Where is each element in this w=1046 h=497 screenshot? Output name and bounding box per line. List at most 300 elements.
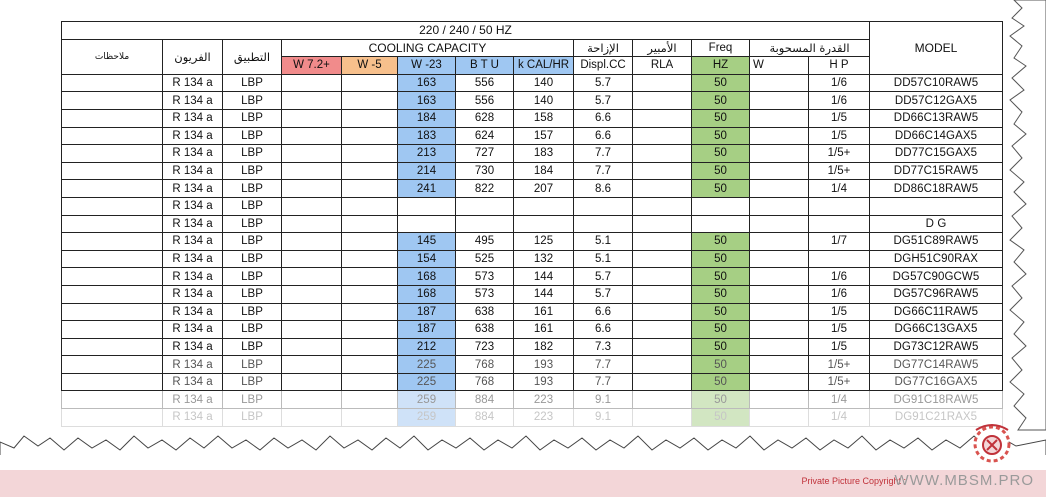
w5-cell <box>342 180 398 198</box>
hz-subheader: HZ <box>692 57 750 75</box>
displacement-cell: 5.1 <box>574 250 633 268</box>
refrigerant-cell: R 134 a <box>163 162 223 180</box>
w23-cell: 183 <box>398 127 456 145</box>
displacement-cell: 6.6 <box>574 127 633 145</box>
notes-cell <box>62 250 163 268</box>
table-row <box>62 233 1003 251</box>
table-row <box>62 321 1003 339</box>
btu-cell: 556 <box>456 74 514 92</box>
model-cell: DD77C15RAW5 <box>870 162 1003 180</box>
w23-cell: 168 <box>398 285 456 303</box>
btu-cell: 556 <box>456 92 514 110</box>
notes-cell <box>62 74 163 92</box>
model-cell: DD66C13RAW5 <box>870 109 1003 127</box>
displacement-cell: 6.6 <box>574 109 633 127</box>
hp-cell <box>809 215 870 233</box>
refrigerant-cell: R 134 a <box>163 373 223 391</box>
hp-cell: 1/5+ <box>809 373 870 391</box>
power-w-cell <box>750 109 809 127</box>
model-header: MODEL <box>870 22 1003 75</box>
w5-subheader: W -5 <box>342 57 398 75</box>
btu-cell: 638 <box>456 303 514 321</box>
power-w-cell <box>750 145 809 163</box>
displacement-cell: 9.1 <box>574 391 633 409</box>
refrigerant-cell: R 134 a <box>163 109 223 127</box>
power-w-cell <box>750 373 809 391</box>
w5-cell <box>342 391 398 409</box>
hp-cell: 1/4 <box>809 180 870 198</box>
hz-cell: 50 <box>692 74 750 92</box>
hz-cell: 50 <box>692 250 750 268</box>
w72-cell <box>282 109 342 127</box>
w23-cell: 187 <box>398 321 456 339</box>
power-w-cell <box>750 127 809 145</box>
power-w-cell <box>750 338 809 356</box>
kcal-cell: 125 <box>514 233 574 251</box>
application-cell: LBP <box>223 233 282 251</box>
w72-cell <box>282 268 342 286</box>
application-cell: LBP <box>223 409 282 427</box>
hp-cell: 1/5 <box>809 127 870 145</box>
w5-cell <box>342 338 398 356</box>
notes-cell <box>62 197 163 215</box>
table-row <box>62 285 1003 303</box>
application-cell: LBP <box>223 180 282 198</box>
refrigerant-header: الفريون <box>163 39 223 74</box>
power-w-cell <box>750 303 809 321</box>
displacement-header: الإزاحة <box>574 39 633 57</box>
kcal-cell: 161 <box>514 303 574 321</box>
notes-header: ملاحظات <box>62 39 163 74</box>
w23-cell: 163 <box>398 92 456 110</box>
w72-cell <box>282 356 342 374</box>
displacement-cell: 7.7 <box>574 373 633 391</box>
rla-cell <box>633 285 692 303</box>
hz-cell: 50 <box>692 109 750 127</box>
w5-cell <box>342 127 398 145</box>
table-row <box>62 303 1003 321</box>
w72-cell <box>282 321 342 339</box>
hz-cell: 50 <box>692 127 750 145</box>
power-w-cell <box>750 215 809 233</box>
w23-cell: 184 <box>398 109 456 127</box>
power-w-cell <box>750 92 809 110</box>
w5-cell <box>342 321 398 339</box>
w23-cell: 225 <box>398 356 456 374</box>
refrigerant-cell: R 134 a <box>163 145 223 163</box>
hp-subheader: H P <box>809 57 870 75</box>
rla-subheader: RLA <box>633 57 692 75</box>
rla-cell <box>633 338 692 356</box>
power-w-cell <box>750 162 809 180</box>
w23-cell: 145 <box>398 233 456 251</box>
rla-cell <box>633 321 692 339</box>
refrigerant-cell: R 134 a <box>163 197 223 215</box>
btu-cell: 525 <box>456 250 514 268</box>
w72-subheader: W 7.2+ <box>282 57 342 75</box>
w72-cell <box>282 92 342 110</box>
power-w-cell <box>750 180 809 198</box>
cooling-capacity-header: COOLING CAPACITY <box>282 39 574 57</box>
power-w-cell <box>750 74 809 92</box>
notes-cell <box>62 92 163 110</box>
hp-cell: 1/7 <box>809 233 870 251</box>
refrigerant-cell: R 134 a <box>163 338 223 356</box>
w5-cell <box>342 233 398 251</box>
hz-cell: 50 <box>692 92 750 110</box>
model-cell: DG73C12RAW5 <box>870 338 1003 356</box>
w72-cell <box>282 180 342 198</box>
notes-cell <box>62 180 163 198</box>
refrigerant-cell: R 134 a <box>163 180 223 198</box>
rla-cell <box>633 92 692 110</box>
mbsm-logo-icon <box>968 418 1016 466</box>
w23-cell: 259 <box>398 391 456 409</box>
hz-cell: 50 <box>692 321 750 339</box>
btu-subheader: B T U <box>456 57 514 75</box>
hz-cell: 50 <box>692 145 750 163</box>
table-row <box>62 162 1003 180</box>
kcal-cell: 207 <box>514 180 574 198</box>
hz-cell: 50 <box>692 373 750 391</box>
copyright-text: Private Picture Copyright : <box>801 476 906 486</box>
w5-cell <box>342 197 398 215</box>
hz-cell <box>692 215 750 233</box>
btu-cell: 822 <box>456 180 514 198</box>
w72-cell <box>282 303 342 321</box>
application-cell: LBP <box>223 74 282 92</box>
table-row <box>62 92 1003 110</box>
table-row <box>62 356 1003 374</box>
rla-cell <box>633 250 692 268</box>
model-cell: DG66C13GAX5 <box>870 321 1003 339</box>
notes-cell <box>62 268 163 286</box>
hz-cell: 50 <box>692 338 750 356</box>
w72-cell <box>282 215 342 233</box>
rla-cell <box>633 145 692 163</box>
model-cell: DG51C89RAW5 <box>870 233 1003 251</box>
model-cell: DG91C18RAW5 <box>870 391 1003 409</box>
btu-cell: 573 <box>456 268 514 286</box>
w5-cell <box>342 92 398 110</box>
kcal-cell: 140 <box>514 92 574 110</box>
model-cell: DG77C16GAX5 <box>870 373 1003 391</box>
btu-cell: 723 <box>456 338 514 356</box>
kcal-cell: 158 <box>514 109 574 127</box>
hp-cell: 1/5 <box>809 338 870 356</box>
hp-cell: 1/5+ <box>809 145 870 163</box>
notes-cell <box>62 215 163 233</box>
application-cell: LBP <box>223 268 282 286</box>
refrigerant-cell: R 134 a <box>163 92 223 110</box>
w5-cell <box>342 215 398 233</box>
displacement-cell: 5.7 <box>574 268 633 286</box>
application-cell: LBP <box>223 303 282 321</box>
table-row <box>62 215 1003 233</box>
model-cell: DD57C10RAW5 <box>870 74 1003 92</box>
w72-cell <box>282 250 342 268</box>
rla-cell <box>633 391 692 409</box>
refrigerant-cell: R 134 a <box>163 127 223 145</box>
refrigerant-cell: R 134 a <box>163 268 223 286</box>
hp-cell: 1/6 <box>809 285 870 303</box>
model-cell <box>870 197 1003 215</box>
displacement-cell <box>574 197 633 215</box>
table-row <box>62 180 1003 198</box>
amperage-header: الأمبير <box>633 39 692 57</box>
w72-cell <box>282 74 342 92</box>
displacement-cell: 6.6 <box>574 303 633 321</box>
displacement-cell: 8.6 <box>574 180 633 198</box>
w72-cell <box>282 162 342 180</box>
notes-cell <box>62 233 163 251</box>
notes-cell <box>62 145 163 163</box>
displacement-cell: 7.3 <box>574 338 633 356</box>
kcal-cell: 183 <box>514 145 574 163</box>
application-cell: LBP <box>223 356 282 374</box>
btu-cell: 495 <box>456 233 514 251</box>
hz-cell: 50 <box>692 285 750 303</box>
rla-cell <box>633 197 692 215</box>
kcal-cell: 161 <box>514 321 574 339</box>
refrigerant-cell: R 134 a <box>163 391 223 409</box>
hp-cell: 1/6 <box>809 92 870 110</box>
application-cell: LBP <box>223 285 282 303</box>
refrigerant-cell: R 134 a <box>163 250 223 268</box>
hz-cell <box>692 197 750 215</box>
w72-cell <box>282 197 342 215</box>
displacement-cell: 5.1 <box>574 233 633 251</box>
rla-cell <box>633 127 692 145</box>
displacement-cell: 5.7 <box>574 74 633 92</box>
rla-cell <box>633 268 692 286</box>
notes-cell <box>62 127 163 145</box>
w23-cell: 241 <box>398 180 456 198</box>
table-row <box>62 145 1003 163</box>
hp-cell <box>809 197 870 215</box>
rla-cell <box>633 233 692 251</box>
model-cell: DGH51C90RAX <box>870 250 1003 268</box>
btu-cell: 727 <box>456 145 514 163</box>
hp-cell: 1/5 <box>809 303 870 321</box>
model-cell: D G <box>870 215 1003 233</box>
w-subheader: W <box>750 57 809 75</box>
table-row <box>62 338 1003 356</box>
hp-cell: 1/6 <box>809 268 870 286</box>
kcal-cell: 184 <box>514 162 574 180</box>
hz-cell: 50 <box>692 268 750 286</box>
w72-cell <box>282 391 342 409</box>
kcal-cell: 140 <box>514 74 574 92</box>
hz-cell: 50 <box>692 180 750 198</box>
power-w-cell <box>750 356 809 374</box>
w23-cell: 187 <box>398 303 456 321</box>
notes-cell <box>62 303 163 321</box>
application-cell: LBP <box>223 373 282 391</box>
refrigerant-cell: R 134 a <box>163 74 223 92</box>
btu-cell: 624 <box>456 127 514 145</box>
w5-cell <box>342 268 398 286</box>
w23-cell: 225 <box>398 373 456 391</box>
table-row <box>62 127 1003 145</box>
power-w-cell <box>750 250 809 268</box>
displacement-cell <box>574 215 633 233</box>
model-cell: DG77C14RAW5 <box>870 356 1003 374</box>
displacement-cell: 5.7 <box>574 285 633 303</box>
btu-cell: 730 <box>456 162 514 180</box>
w72-cell <box>282 127 342 145</box>
w23-cell: 163 <box>398 74 456 92</box>
notes-cell <box>62 109 163 127</box>
model-cell: DD77C15GAX5 <box>870 145 1003 163</box>
displacement-cell: 9.1 <box>574 409 633 427</box>
notes-cell <box>62 321 163 339</box>
application-cell: LBP <box>223 162 282 180</box>
w5-cell <box>342 145 398 163</box>
refrigerant-cell: R 134 a <box>163 356 223 374</box>
btu-cell: 768 <box>456 373 514 391</box>
displacement-cell: 7.7 <box>574 162 633 180</box>
hp-cell: 1/5+ <box>809 356 870 374</box>
hz-cell: 50 <box>692 409 750 427</box>
rla-cell <box>633 74 692 92</box>
kcal-cell: 157 <box>514 127 574 145</box>
table-row <box>62 391 1003 409</box>
model-cell: DG66C11RAW5 <box>870 303 1003 321</box>
table-row <box>62 250 1003 268</box>
site-url: WWW.MBSM.PRO <box>894 472 1034 489</box>
power-header: القدرة المسحوبة <box>750 39 870 57</box>
application-cell: LBP <box>223 338 282 356</box>
w72-cell <box>282 338 342 356</box>
w5-cell <box>342 162 398 180</box>
w5-cell <box>342 356 398 374</box>
refrigerant-cell: R 134 a <box>163 233 223 251</box>
notes-cell <box>62 356 163 374</box>
notes-cell <box>62 162 163 180</box>
hp-cell: 1/6 <box>809 74 870 92</box>
w23-cell: 154 <box>398 250 456 268</box>
rla-cell <box>633 162 692 180</box>
w23-cell <box>398 215 456 233</box>
table-row <box>62 373 1003 391</box>
kcal-cell: 182 <box>514 338 574 356</box>
kcal-cell: 144 <box>514 285 574 303</box>
model-cell: DG91C21RAX5 <box>870 409 1003 427</box>
hp-cell: 1/4 <box>809 409 870 427</box>
hp-cell: 1/5 <box>809 321 870 339</box>
w72-cell <box>282 373 342 391</box>
hp-cell: 1/4 <box>809 391 870 409</box>
application-cell: LBP <box>223 215 282 233</box>
rla-cell <box>633 356 692 374</box>
rla-cell <box>633 373 692 391</box>
hz-cell: 50 <box>692 162 750 180</box>
rla-cell <box>633 303 692 321</box>
hp-cell: 1/5 <box>809 109 870 127</box>
w5-cell <box>342 74 398 92</box>
kcal-cell: 223 <box>514 409 574 427</box>
application-header: التطبيق <box>223 39 282 74</box>
kcal-cell: 193 <box>514 373 574 391</box>
w72-cell <box>282 145 342 163</box>
w72-cell <box>282 233 342 251</box>
w23-cell: 259 <box>398 409 456 427</box>
kcal-cell: 223 <box>514 391 574 409</box>
rla-cell <box>633 180 692 198</box>
w5-cell <box>342 250 398 268</box>
w5-cell <box>342 285 398 303</box>
displacement-subheader: Displ.CC <box>574 57 633 75</box>
hz-cell: 50 <box>692 233 750 251</box>
torn-edge-bottom <box>0 420 1046 455</box>
btu-cell: 573 <box>456 285 514 303</box>
model-cell: DG57C90GCW5 <box>870 268 1003 286</box>
power-w-cell <box>750 197 809 215</box>
btu-cell <box>456 197 514 215</box>
model-cell: DD57C12GAX5 <box>870 92 1003 110</box>
voltage-header: 220 / 240 / 50 HZ <box>62 22 870 40</box>
w23-cell: 212 <box>398 338 456 356</box>
displacement-cell: 7.7 <box>574 356 633 374</box>
w23-cell: 214 <box>398 162 456 180</box>
btu-cell: 628 <box>456 109 514 127</box>
application-cell: LBP <box>223 391 282 409</box>
refrigerant-cell: R 134 a <box>163 303 223 321</box>
application-cell: LBP <box>223 321 282 339</box>
w23-subheader: W -23 <box>398 57 456 75</box>
kcal-cell: 132 <box>514 250 574 268</box>
w72-cell <box>282 285 342 303</box>
application-cell: LBP <box>223 92 282 110</box>
btu-cell: 768 <box>456 356 514 374</box>
footer-bar <box>0 470 1046 497</box>
model-cell: DD86C18RAW5 <box>870 180 1003 198</box>
refrigerant-cell: R 134 a <box>163 285 223 303</box>
table-row <box>62 268 1003 286</box>
table-row <box>62 197 1003 215</box>
application-cell: LBP <box>223 127 282 145</box>
rla-cell <box>633 109 692 127</box>
table-row <box>62 109 1003 127</box>
application-cell: LBP <box>223 109 282 127</box>
displacement-cell: 7.7 <box>574 145 633 163</box>
hz-cell: 50 <box>692 303 750 321</box>
notes-cell <box>62 285 163 303</box>
w23-cell: 168 <box>398 268 456 286</box>
notes-cell <box>62 338 163 356</box>
refrigerant-cell: R 134 a <box>163 215 223 233</box>
notes-cell <box>62 391 163 409</box>
kcal-subheader: k CAL/HR <box>514 57 574 75</box>
hz-cell: 50 <box>692 356 750 374</box>
w5-cell <box>342 303 398 321</box>
table-row <box>62 74 1003 92</box>
power-w-cell <box>750 285 809 303</box>
power-w-cell <box>750 321 809 339</box>
hp-cell: 1/5+ <box>809 162 870 180</box>
power-w-cell <box>750 268 809 286</box>
application-cell: LBP <box>223 250 282 268</box>
kcal-cell: 144 <box>514 268 574 286</box>
application-cell: LBP <box>223 197 282 215</box>
power-w-cell <box>750 233 809 251</box>
model-cell: DD66C14GAX5 <box>870 127 1003 145</box>
w5-cell <box>342 109 398 127</box>
notes-cell <box>62 373 163 391</box>
btu-cell: 638 <box>456 321 514 339</box>
kcal-cell: 193 <box>514 356 574 374</box>
